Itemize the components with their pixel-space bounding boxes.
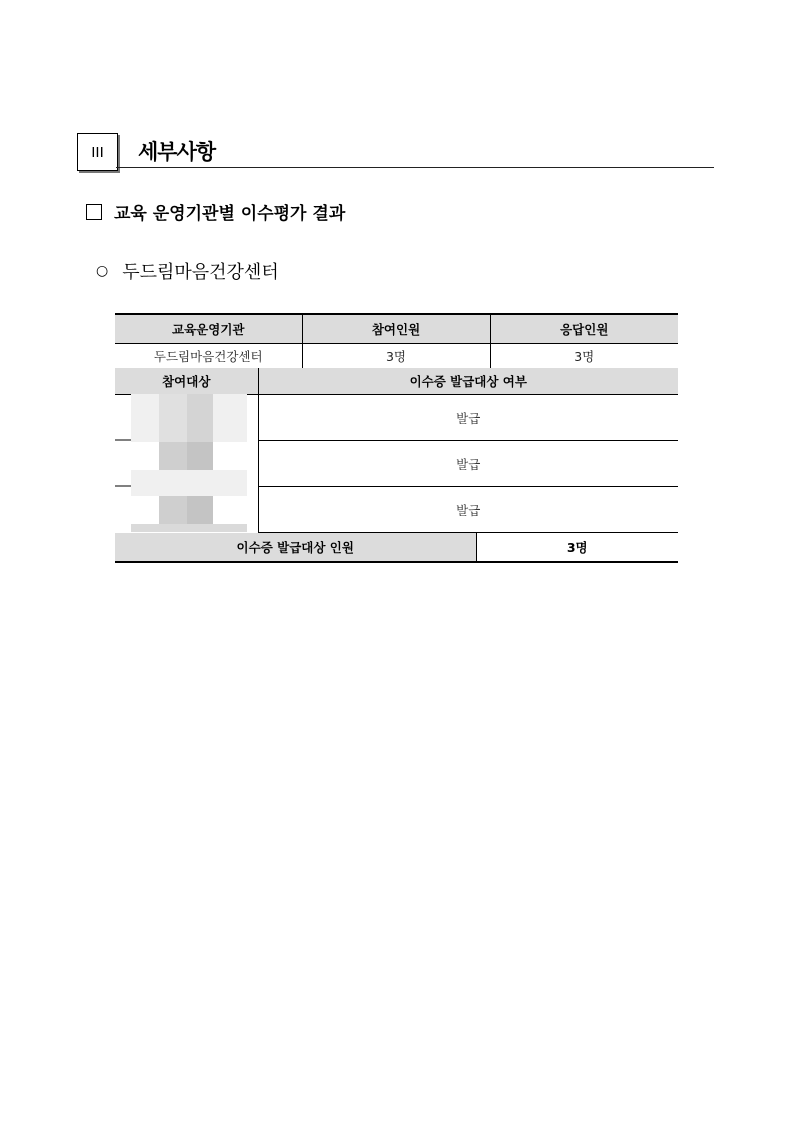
- cell-respondents: 3명: [490, 344, 678, 369]
- circle-bullet-icon: ○: [96, 263, 109, 279]
- detail-header-row: [115, 368, 678, 395]
- section-number: III: [91, 143, 104, 161]
- subheading: [86, 199, 345, 224]
- total-label: 이수증 발급대상 인원: [115, 533, 476, 563]
- organization-heading: [96, 258, 279, 284]
- certificate-status: 발급: [258, 395, 678, 441]
- cell-participants: 3명: [302, 344, 490, 369]
- cell-organization: 두드림마음건강센터: [115, 344, 302, 369]
- summary-header-row: [115, 314, 678, 344]
- section-number-box: [77, 133, 118, 171]
- subheading-text: 교육 운영기관별 이수평가 결과: [114, 204, 346, 224]
- section-title: 세부사항: [138, 140, 216, 164]
- header-respondents: 응답인원: [490, 314, 678, 344]
- redaction-blur: [115, 394, 259, 534]
- certificate-status: 발급: [258, 487, 678, 533]
- summary-data-row: [115, 344, 678, 369]
- header-organization: 교육운영기관: [115, 314, 302, 344]
- section-divider: [116, 167, 714, 168]
- certificate-status: 발급: [258, 441, 678, 487]
- organization-heading-text: 두드림마음건강센터: [122, 262, 279, 283]
- summary-table: [115, 313, 678, 369]
- header-certificate-status: 이수증 발급대상 여부: [258, 368, 678, 395]
- total-value: 3명: [476, 533, 678, 563]
- header-participants: 참여인원: [302, 314, 490, 344]
- square-bullet-icon: [86, 204, 102, 220]
- total-row: [115, 533, 678, 563]
- header-participant: 참여대상: [115, 368, 258, 395]
